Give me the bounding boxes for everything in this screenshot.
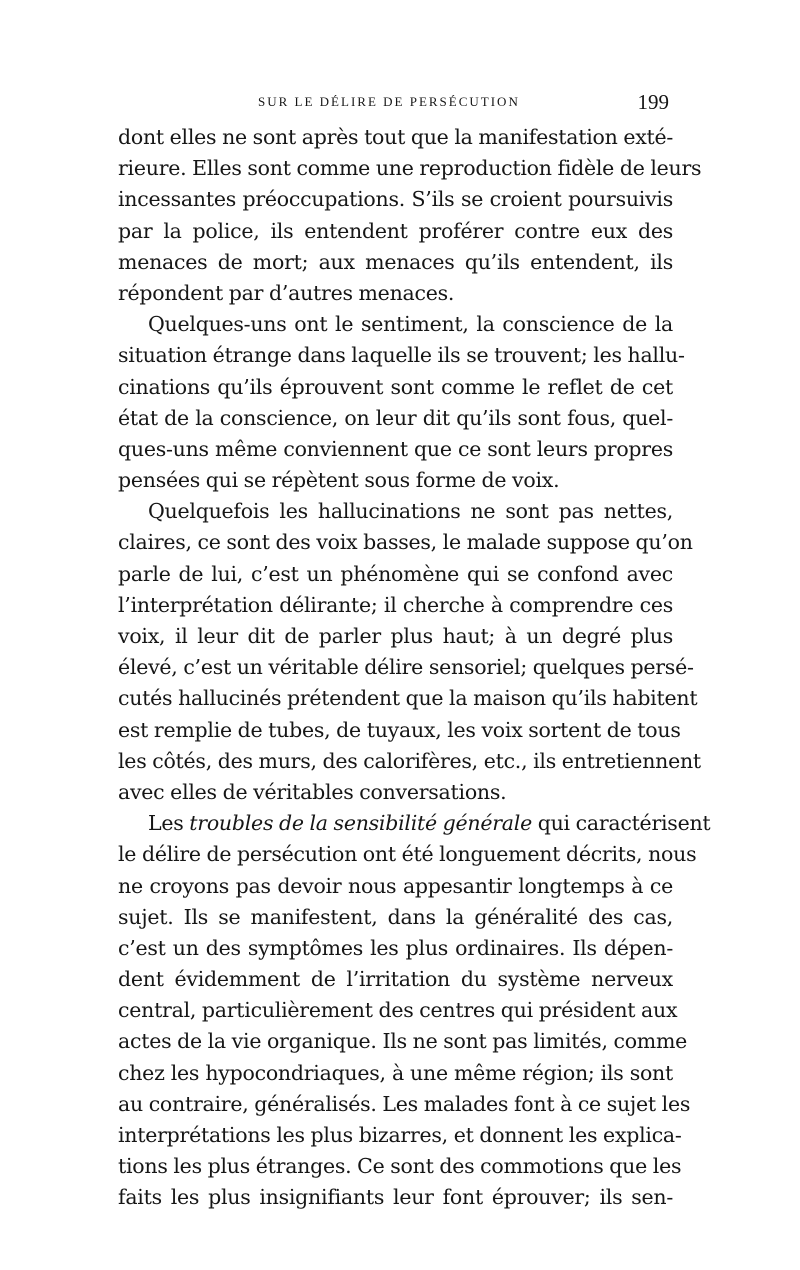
text-line: sujet. Ils se manifestent, dans la généralité des cas, xyxy=(118,904,673,929)
text-line: chez les hypocondriaques, à une même région; ils sont xyxy=(118,1060,673,1085)
text-line: dent évidemment de l’irritation du système nerveux xyxy=(118,967,673,992)
text-line: ne croyons pas devoir nous appesantir longtemps à ce xyxy=(118,873,673,898)
text-line: Quelques-uns ont le sentiment, la conscience de la xyxy=(148,312,673,337)
running-head xyxy=(118,92,673,114)
text-line: l’interprétation délirante; il cherche à comprendre ces xyxy=(118,592,673,617)
text-line: interprétations les plus bizarres, et donnent les explica- xyxy=(118,1123,682,1147)
text-line: le délire de persécution ont été longuement décrits, nous xyxy=(118,842,697,867)
text-line: les côtés, des murs, des calorifères, etc., ils entretiennent xyxy=(118,748,701,773)
book-page xyxy=(118,90,711,1210)
text-line: incessantes préoccupations. S’ils se croient poursuivis xyxy=(118,187,673,212)
text-line: central, particulièrement des centres qui président aux xyxy=(118,998,678,1023)
text-line: c’est un des symptômes les plus ordinaires. Ils dépen- xyxy=(118,935,673,960)
text-line: situation étrange dans laquelle ils se trouvent; les hallu- xyxy=(118,343,685,368)
text-line: tions les plus étranges. Ce sont des commotions que les xyxy=(118,1154,682,1179)
text-run: qui caractérisent xyxy=(531,811,711,836)
text-line: faits les plus insignifiants leur font éprouver; ils sen- xyxy=(118,1185,673,1210)
text-line: avec elles de véritables conversations. xyxy=(118,779,507,804)
paragraph-2 xyxy=(118,309,685,496)
text-line: par la police, ils entendent proférer contre eux des xyxy=(118,218,673,243)
text-line: rieure. Elles sont comme une reproduction fidèle de leurs xyxy=(118,156,702,181)
text-run: Les xyxy=(148,811,190,836)
body-text xyxy=(118,122,711,1214)
text-line: état de la conscience, on leur dit qu’ils sont fous, quel- xyxy=(118,405,673,430)
text-line-with-italic xyxy=(118,808,711,839)
paragraph-1 xyxy=(118,122,702,309)
page-number: 199 xyxy=(637,90,669,114)
text-line: dont elles ne sont après tout que la manifestation exté- xyxy=(118,125,674,149)
paragraph-4 xyxy=(118,808,711,1213)
text-line: ques-uns même conviennent que ce sont leurs propres xyxy=(118,436,673,461)
text-line: élevé, c’est un véritable délire sensoriel; quelques persé- xyxy=(118,655,694,680)
text-line: répondent par d’autres menaces. xyxy=(118,280,455,305)
text-line: parle de lui, c’est un phénomène qui se confond avec xyxy=(118,561,673,586)
paragraph-3 xyxy=(118,496,701,808)
text-line: pensées qui se répètent sous forme de voix. xyxy=(118,468,560,493)
text-line: claires, ce sont des voix basses, le malade suppose qu’on xyxy=(118,530,693,555)
text-line: actes de la vie organique. Ils ne sont pas limités, comme xyxy=(118,1029,688,1054)
text-line: Quelquefois les hallucinations ne sont pas nettes, xyxy=(148,499,673,524)
text-line: est remplie de tubes, de tuyaux, les voix sortent de tous xyxy=(118,717,681,742)
text-line: cutés hallucinés prétendent que la maison qu’ils habitent xyxy=(118,686,698,711)
text-line: au contraire, généralisés. Les malades font à ce sujet les xyxy=(118,1091,691,1116)
running-title: SUR LE DÉLIRE DE PERSÉCUTION xyxy=(258,94,520,109)
text-line: voix, il leur dit de parler plus haut; à un degré plus xyxy=(118,624,673,648)
italic-phrase: troubles de la sensibilité générale xyxy=(189,811,532,836)
text-line: menaces de mort; aux menaces qu’ils entendent, ils xyxy=(118,249,673,274)
text-line: cinations qu’ils éprouvent sont comme le reflet de cet xyxy=(118,374,673,399)
